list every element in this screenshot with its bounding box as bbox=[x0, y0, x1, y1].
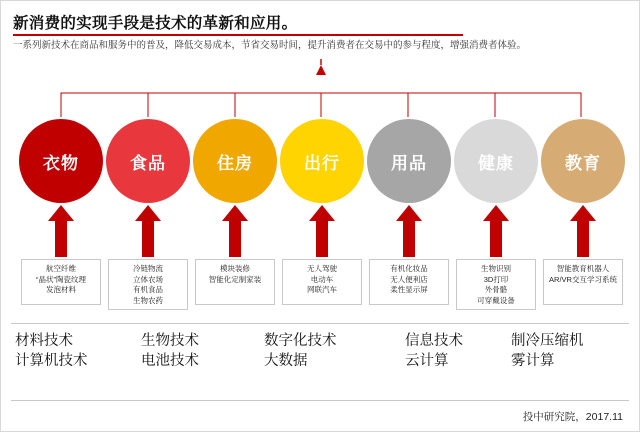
tech-group-3-line-1: 数字化技术 bbox=[264, 333, 337, 349]
tech-box-6-line-3: 外骨骼 bbox=[484, 285, 508, 294]
category-label-5: 用品 bbox=[391, 153, 427, 173]
category-circle-7[interactable] bbox=[541, 119, 625, 203]
tech-box-4 bbox=[282, 259, 362, 305]
tech-group-1-line-2: 计算机技术 bbox=[15, 353, 88, 369]
tech-box-4-line-3: 网联汽车 bbox=[307, 285, 337, 294]
tech-box-2-line-2: 立体农场 bbox=[133, 274, 163, 284]
tech-box-6-line-1: 生物识别 bbox=[481, 264, 511, 273]
tech-box-1-line-3: 发泡材料 bbox=[46, 285, 76, 294]
tech-group-5-line-1: 制冷压缩机 bbox=[511, 333, 584, 349]
tech-box-5-line-3: 柔性显示屏 bbox=[390, 285, 428, 294]
tech-box-6-line-2: 3D打印 bbox=[483, 274, 509, 284]
category-circle-5[interactable] bbox=[367, 119, 451, 203]
tech-box-6 bbox=[456, 259, 536, 310]
tech-box-7-line-1: 智能教育机器人 bbox=[556, 264, 610, 273]
up-arrow-7 bbox=[570, 205, 596, 257]
tech-box-7 bbox=[543, 259, 623, 305]
tech-box-7-line-2: AR/VR交互学习系统 bbox=[549, 274, 617, 284]
category-label-6: 健康 bbox=[478, 153, 514, 173]
category-label-2: 食品 bbox=[130, 153, 166, 173]
category-circle-1[interactable] bbox=[19, 119, 103, 203]
tech-group-4-line-2: 云计算 bbox=[405, 353, 449, 369]
tech-group-2-line-2: 电池技术 bbox=[141, 353, 199, 369]
up-arrow-5 bbox=[396, 205, 422, 257]
tech-box-4-line-2: 电动车 bbox=[310, 274, 334, 284]
tech-box-3-line-1: 模块装修 bbox=[220, 264, 250, 273]
tech-box-1-line-2: “晶状”陶瓷纹理 bbox=[36, 274, 86, 284]
arrow-row bbox=[1, 205, 640, 261]
tech-box-2-line-3: 有机食品 bbox=[133, 285, 163, 294]
tech-group-5 bbox=[511, 331, 584, 371]
tech-group-2 bbox=[141, 331, 199, 371]
category-label-4: 出行 bbox=[304, 153, 340, 173]
section-divider-bottom bbox=[11, 400, 629, 401]
tech-group-4 bbox=[405, 331, 463, 371]
category-label-3: 住房 bbox=[217, 153, 253, 173]
source-credit: 投中研究院，2017.11 bbox=[522, 411, 623, 423]
category-label-1: 衣物 bbox=[43, 153, 79, 173]
tech-group-row bbox=[1, 331, 640, 395]
category-circle-2[interactable] bbox=[106, 119, 190, 203]
tech-box-1-line-1: 航空纤维 bbox=[46, 264, 76, 273]
up-arrow-3 bbox=[222, 205, 248, 257]
tech-group-3-line-2: 大数据 bbox=[264, 353, 308, 369]
tech-box-row bbox=[1, 259, 640, 317]
tech-box-5-line-2: 无人便利店 bbox=[390, 274, 428, 284]
category-circle-4[interactable] bbox=[280, 119, 364, 203]
page-title: 新消费的实现手段是技术的革新和应用。 bbox=[13, 15, 298, 32]
title-underline bbox=[13, 34, 463, 36]
tech-box-6-line-4: 可穿戴设备 bbox=[477, 295, 515, 305]
up-arrow-4 bbox=[309, 205, 335, 257]
tech-box-2-line-4: 生物农药 bbox=[133, 295, 163, 305]
tech-box-2-line-1: 冷链物流 bbox=[133, 264, 163, 273]
tech-box-1 bbox=[21, 259, 101, 305]
tech-box-5 bbox=[369, 259, 449, 305]
category-circle-row bbox=[1, 119, 640, 207]
tech-group-1-line-1: 材料技术 bbox=[15, 333, 73, 349]
tech-group-4-line-1: 信息技术 bbox=[405, 333, 463, 349]
tech-group-1 bbox=[15, 331, 88, 371]
tech-box-3 bbox=[195, 259, 275, 305]
category-label-7: 教育 bbox=[565, 153, 601, 173]
section-divider-top bbox=[11, 323, 629, 324]
tech-group-3 bbox=[264, 331, 337, 371]
category-circle-6[interactable] bbox=[454, 119, 538, 203]
tech-box-2 bbox=[108, 259, 188, 310]
category-circle-3[interactable] bbox=[193, 119, 277, 203]
tech-group-2-line-1: 生物技术 bbox=[141, 333, 199, 349]
up-arrow-6 bbox=[483, 205, 509, 257]
tech-box-5-line-1: 有机化妆品 bbox=[390, 264, 428, 273]
up-arrow-1 bbox=[48, 205, 74, 257]
page-subtitle: 一系列新技术在商品和服务中的普及，降低交易成本，节省交易时间，提升消费者在交易中的参与程度，增强消费者体验。 bbox=[13, 40, 527, 51]
tech-box-3-line-2: 智能化定制家装 bbox=[208, 274, 262, 284]
tech-group-5-line-2: 雾计算 bbox=[511, 353, 555, 369]
up-arrow-2 bbox=[135, 205, 161, 257]
tech-box-4-line-1: 无人驾驶 bbox=[307, 264, 337, 273]
